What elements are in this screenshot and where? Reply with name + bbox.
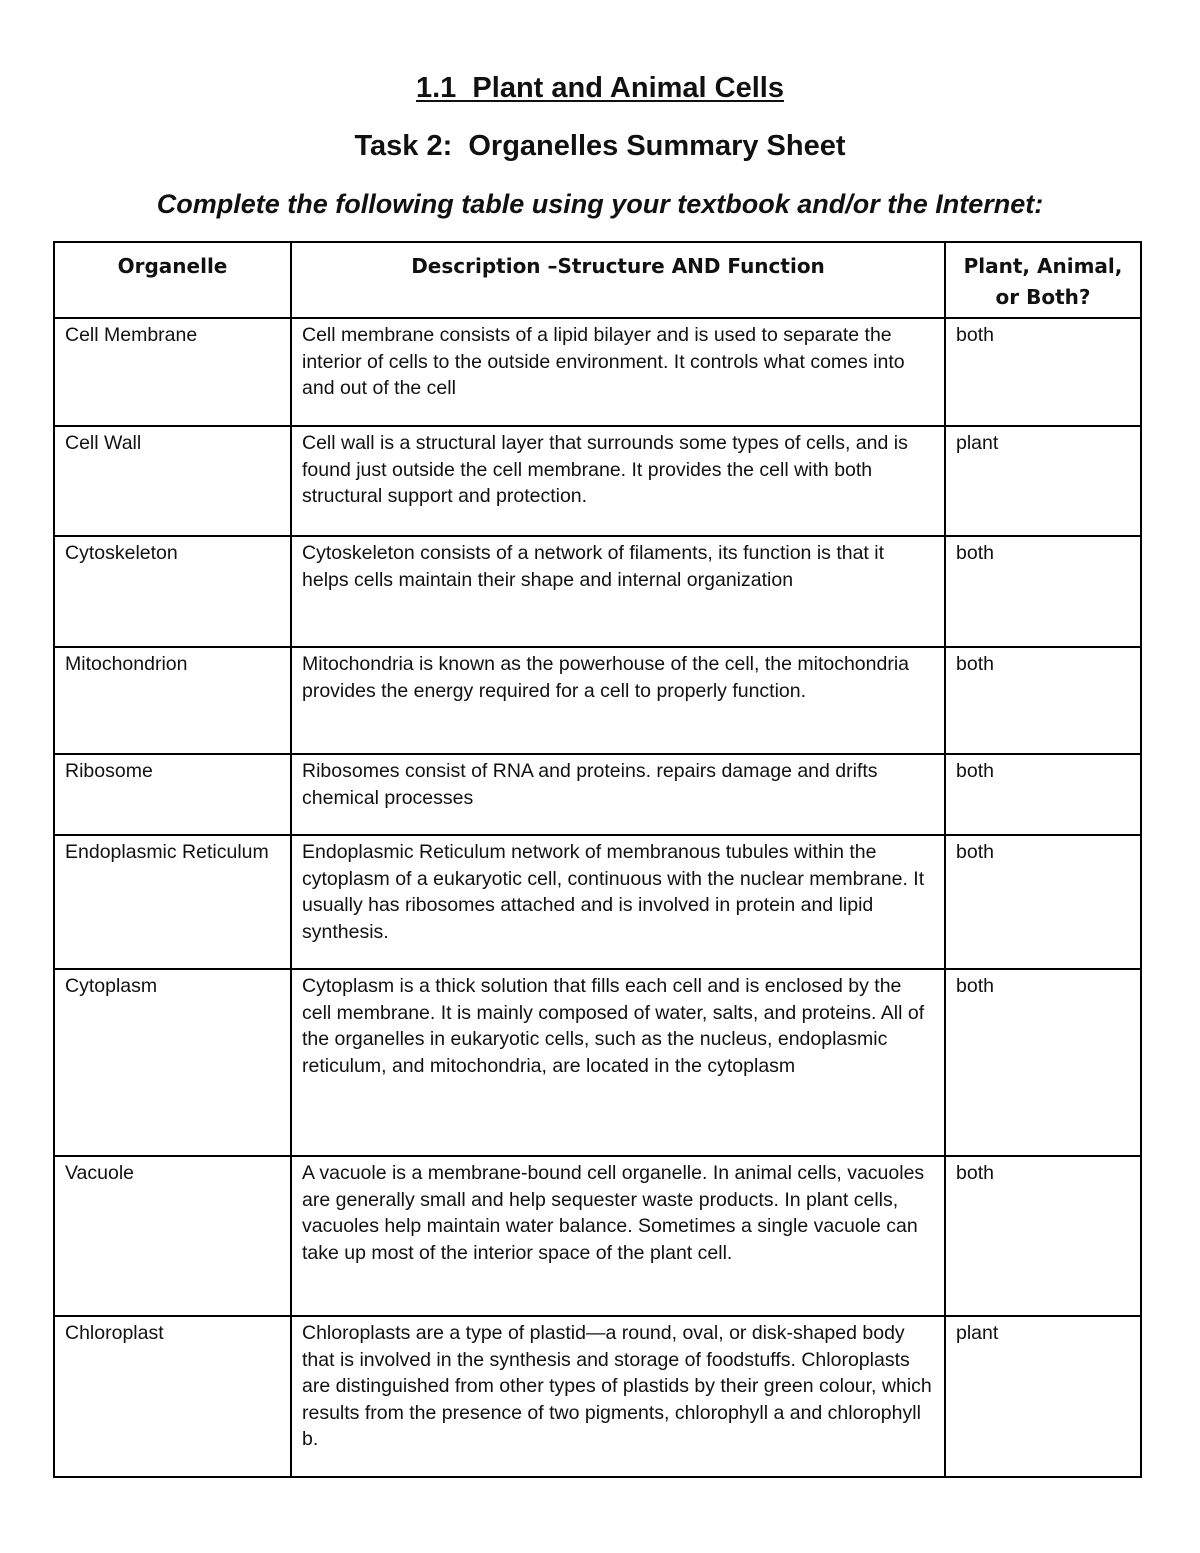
organelle-description: Ribosomes consist of RNA and proteins. repairs damage and drifts chemical processes — [291, 754, 945, 835]
table-row — [54, 1156, 1141, 1316]
organelle-type: both — [945, 754, 1141, 835]
organelle-name: Cell Wall — [54, 426, 291, 536]
organelle-description: A vacuole is a membrane-bound cell organelle. In animal cells, vacuoles are generally small and help sequester waste products. In plant cells, vacuoles help maintain water balance. Sometimes a single vacuole can take up most of the interior space of the plant cell. — [291, 1156, 945, 1316]
organelle-type: both — [945, 835, 1141, 969]
organelle-description: Cytoskeleton consists of a network of filaments, its function is that it helps cells maintain their shape and internal organization — [291, 536, 945, 647]
organelle-description: Endoplasmic Reticulum network of membranous tubules within the cytoplasm of a eukaryotic cell, continuous with the nuclear membrane. It usually has ribosomes attached and is involved in protein and lipid synthesis. — [291, 835, 945, 969]
instruction-text: Complete the following table using your textbook and/or the Internet: — [156, 189, 1044, 219]
organelles-table — [53, 241, 1142, 1478]
organelle-name: Vacuole — [54, 1156, 291, 1316]
organelle-type: both — [945, 536, 1141, 647]
column-header-description: Description –Structure AND Function — [291, 242, 945, 318]
organelle-name: Chloroplast — [54, 1316, 291, 1477]
organelle-type: both — [945, 318, 1141, 426]
task-subtitle: Task 2: Organelles Summary Sheet — [354, 130, 846, 162]
organelle-description: Cell wall is a structural layer that surrounds some types of cells, and is found just outside the cell membrane. It provides the cell with both structural support and protection. — [291, 426, 945, 536]
table-row — [54, 969, 1141, 1156]
column-header-organelle: Organelle — [54, 242, 291, 318]
organelle-name: Cytoskeleton — [54, 536, 291, 647]
table-row — [54, 647, 1141, 754]
organelle-description: Chloroplasts are a type of plastid—a round, oval, or disk-shaped body that is involved in the synthesis and storage of foodstuffs. Chloroplasts are distinguished from other types of plastids by their green colour, which results from the presence of two pigments, chlorophyll a and chlorophyll b. — [291, 1316, 945, 1477]
table-row — [54, 536, 1141, 647]
organelle-type: both — [945, 969, 1141, 1156]
column-header-type: Plant, Animal, or Both? — [945, 242, 1141, 318]
organelle-name: Mitochondrion — [54, 647, 291, 754]
organelle-description: Mitochondria is known as the powerhouse of the cell, the mitochondria provides the energy required for a cell to properly function. — [291, 647, 945, 754]
table-row — [54, 754, 1141, 835]
organelle-type: both — [945, 647, 1141, 754]
organelle-type: plant — [945, 426, 1141, 536]
organelle-name: Cell Membrane — [54, 318, 291, 426]
organelle-type: both — [945, 1156, 1141, 1316]
organelle-name: Endoplasmic Reticulum — [54, 835, 291, 969]
table-row — [54, 318, 1141, 426]
organelle-name: Ribosome — [54, 754, 291, 835]
organelle-description: Cell membrane consists of a lipid bilayer and is used to separate the interior of cells to the outside environment. It controls what comes into and out of the cell — [291, 318, 945, 426]
table-row — [54, 426, 1141, 536]
organelle-name: Cytoplasm — [54, 969, 291, 1156]
table-row — [54, 1316, 1141, 1477]
organelle-description: Cytoplasm is a thick solution that fills each cell and is enclosed by the cell membrane. It is mainly composed of water, salts, and proteins. All of the organelles in eukaryotic cells, such as the nucleus, endoplasmic reticulum, and mitochondria, are located in the cytoplasm — [291, 969, 945, 1156]
table-header-row — [54, 242, 1141, 318]
organelle-type: plant — [945, 1316, 1141, 1477]
table-row — [54, 835, 1141, 969]
page-title: 1.1 Plant and Animal Cells — [416, 72, 784, 104]
